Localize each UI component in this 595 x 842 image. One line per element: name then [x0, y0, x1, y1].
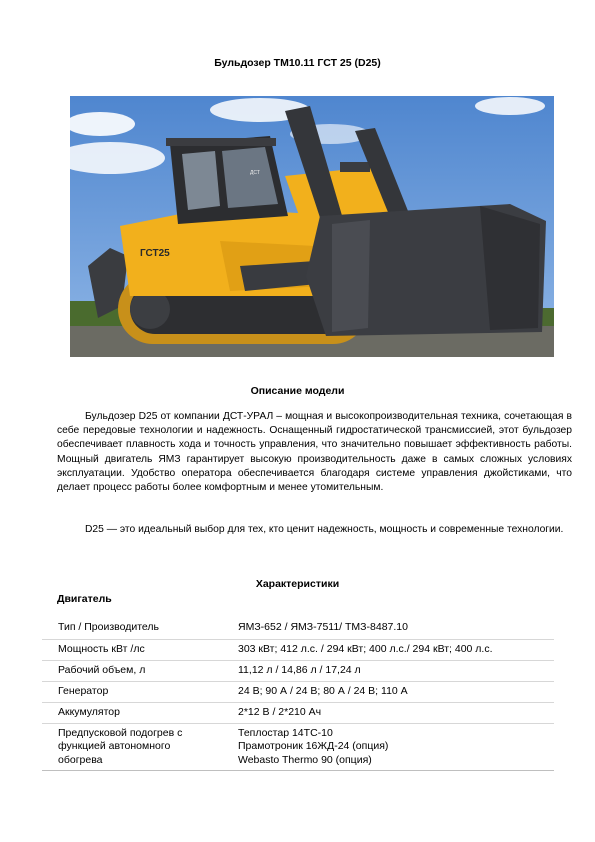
- table-row: [42, 723, 554, 771]
- document-title: Бульдозер ТМ10.11 ГСТ 25 (D25): [214, 57, 381, 69]
- table-row: [42, 618, 554, 639]
- cab-brand-label: ДСТ: [250, 170, 260, 176]
- spec-key: Тип / Производитель: [42, 618, 222, 639]
- spec-value-line: Прамотроник 16ЖД-24 (опция): [238, 740, 389, 752]
- spec-value: [222, 618, 554, 639]
- spec-value: [222, 723, 554, 771]
- bulldozer-photo: [70, 96, 554, 357]
- spec-key: Мощность кВт /лс: [42, 639, 222, 660]
- engine-specs-table: [42, 618, 554, 771]
- spec-value: [222, 660, 554, 681]
- table-row: [42, 702, 554, 723]
- spec-value-line: 303 кВт; 412 л.с. / 294 кВт; 400 л.с./ 294 кВт; 400 л.с.: [238, 642, 493, 655]
- spec-key: Генератор: [42, 681, 222, 702]
- spec-value-line: 24 В; 90 А / 24 В; 80 А / 24 В; 110 А: [238, 684, 408, 697]
- description-paragraph-2: D25 — это идеальный выбор для тех, кто ценит надежность, мощность и современные технологии.: [85, 524, 564, 535]
- table-row: [42, 681, 554, 702]
- spec-value-line: Webasto Thermo 90 (опция): [238, 753, 372, 766]
- spec-value: [222, 639, 554, 660]
- specs-heading: Характеристики: [255, 578, 340, 590]
- spec-key: Предпусковой подогрев с функцией автономного обогрева: [42, 723, 222, 771]
- spec-value-line: 2*12 В / 2*210 Ач: [238, 705, 322, 718]
- table-row: [42, 660, 554, 681]
- spec-value: [222, 681, 554, 702]
- spec-value-line: ЯМЗ-652 / ЯМЗ-7511/ ТМЗ-8487.10: [238, 621, 408, 633]
- spec-key: Рабочий объем, л: [42, 660, 222, 681]
- engine-section-heading: Двигатель: [57, 593, 112, 605]
- description-heading: Описание модели: [250, 385, 345, 397]
- body-model-label: ГСТ25: [140, 248, 170, 259]
- spec-value-line: Теплостар 14ТС-10: [238, 726, 333, 739]
- spec-key: Аккумулятор: [42, 702, 222, 723]
- spec-value-line: 11,12 л / 14,86 л / 17,24 л: [238, 663, 361, 676]
- spec-value: [222, 702, 554, 723]
- description-paragraph-1: Бульдозер D25 от компании ДСТ-УРАЛ – мощная и высокопроизводительная техника, сочетающая в себе передовые технологии и надежность. Оснащенный гидростатической трансмиссией, этот бульдозер обеспечивает плавность хода и точность управления, что значительно повышает эффективность работы. Мощный двигатель ЯМЗ гарантирует высокую производительность даже в самых сложных условиях эксплуатации. Удобство оператора обеспечивается благодаря системе управления джойстиками, что делает процесс работы более комфортным и менее утомительным.: [57, 411, 572, 494]
- table-row: [42, 639, 554, 660]
